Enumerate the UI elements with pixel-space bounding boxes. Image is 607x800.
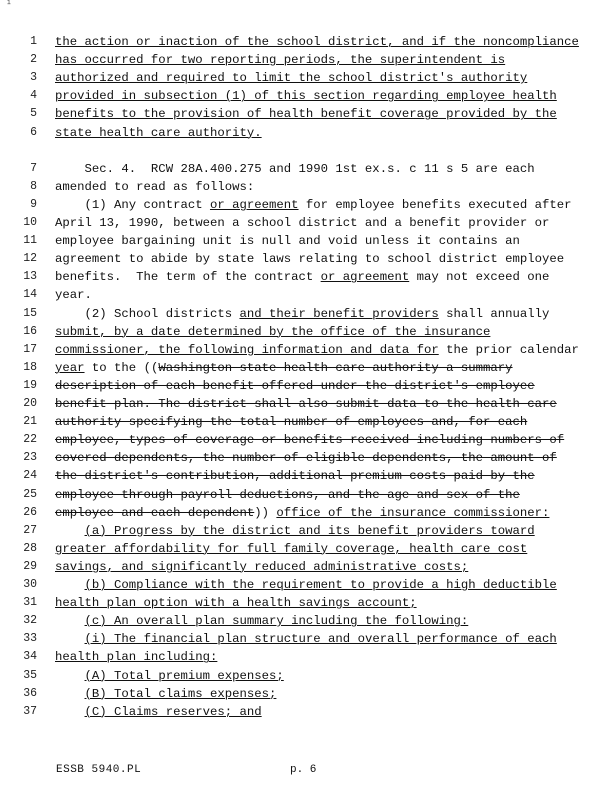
inserted-text: benefits to the provision of health benefit coverage provided by the: [55, 107, 557, 122]
struck-text: authority specifying the total number of employees and, for each: [55, 415, 528, 430]
inserted-text: commissioner, the following information and data for: [55, 342, 439, 357]
line-text: [55, 214, 563, 232]
line-number: 24: [23, 469, 37, 483]
line-number: 10: [23, 216, 37, 229]
line-text: [55, 486, 563, 504]
line-number: 27: [23, 523, 37, 537]
text-line: [0, 124, 607, 142]
line-number: 29: [23, 559, 37, 573]
text-line: [0, 232, 607, 250]
text-line: [0, 69, 607, 87]
text-line: [0, 612, 607, 630]
line-text: [55, 667, 563, 685]
struck-text: the district's contribution, additional premium costs paid by the: [55, 469, 535, 484]
line-number: 18: [23, 360, 37, 374]
plain-text: Sec. 4. RCW 28A.400.275 and 1990 1st ex.s. c 11 s 5 are each: [55, 161, 535, 176]
line-number: 8: [30, 179, 37, 193]
line-number: 37: [23, 704, 37, 718]
text-line: [0, 268, 607, 286]
line-text: [55, 87, 563, 105]
inserted-text: health plan including:: [55, 650, 218, 665]
inserted-text: and their benefit providers: [239, 306, 439, 321]
plain-text: amended to read as follows:: [55, 179, 255, 194]
line-number: 32: [23, 614, 37, 628]
plain-text: )): [254, 505, 277, 520]
text-line: [0, 33, 607, 51]
plain-text: [55, 687, 85, 701]
line-text: [55, 395, 563, 413]
line-text: [55, 685, 563, 703]
line-text: [55, 576, 563, 594]
plain-text: may not exceed one: [409, 270, 550, 285]
struck-text: employee and each dependent: [55, 505, 255, 520]
struck-text: Washington state health care authority a summary: [158, 360, 513, 375]
text-line: [0, 522, 607, 540]
text-line: [0, 413, 607, 431]
plain-text: April 13, 1990, between a school district and a benefit provider or: [55, 216, 550, 230]
line-number: 7: [30, 161, 37, 175]
text-line: [0, 558, 607, 576]
line-number: 20: [23, 397, 37, 410]
plain-text: [55, 669, 85, 683]
text-line: [0, 87, 607, 105]
line-text: [55, 630, 563, 648]
line-text: [55, 69, 563, 87]
line-text: [55, 703, 563, 721]
line-text: [55, 323, 563, 341]
inserted-text: savings, and significantly reduced administrative costs;: [55, 559, 469, 574]
line-number: 19: [23, 378, 37, 392]
plain-text: benefits. The term of the contract: [55, 270, 321, 285]
plain-text: (2) School districts: [55, 306, 240, 321]
line-number: 21: [23, 415, 37, 429]
line-number: 31: [23, 596, 37, 610]
line-text: [55, 522, 563, 540]
line-text: [55, 178, 563, 196]
text-line: [0, 667, 607, 685]
inserted-text: or agreement: [209, 197, 299, 212]
line-number: 1: [30, 35, 37, 48]
line-text: [55, 359, 563, 377]
text-line: [0, 286, 607, 304]
text-line: [0, 196, 607, 214]
struck-text: description of each benefit offered under the district's employee: [55, 378, 535, 393]
line-number: 23: [23, 451, 37, 465]
text-line: [0, 305, 607, 323]
plain-text: [55, 578, 85, 592]
line-number: 26: [23, 505, 37, 519]
text-line: [0, 703, 607, 721]
line-text: [55, 504, 563, 522]
text-line: [0, 540, 607, 558]
text-line: [0, 377, 607, 395]
struck-text: employee, types of coverage or benefits received including numbers of: [55, 433, 565, 448]
line-text: [55, 540, 563, 558]
text-line: [0, 630, 607, 648]
inserted-text: the action or inaction of the school district, and if the noncompliance: [55, 35, 579, 49]
line-text: [55, 105, 563, 123]
text-line: [0, 504, 607, 522]
line-number: 14: [23, 288, 37, 302]
inserted-text: provided in subsection (1) of this section regarding employee health: [55, 89, 557, 104]
line-number: 30: [23, 578, 37, 591]
line-text: [55, 33, 579, 51]
line-number: 4: [30, 89, 37, 103]
text-line: [0, 51, 607, 69]
line-number: 22: [23, 433, 37, 447]
line-number: 2: [30, 53, 37, 67]
line-number: 35: [23, 668, 37, 682]
line-number: 34: [23, 650, 37, 664]
inserted-text: state health care authority.: [55, 125, 262, 140]
footer-page-number: p. 6: [290, 764, 317, 776]
line-text: [55, 594, 563, 612]
text-line: [0, 449, 607, 467]
inserted-text: submit, by a date determined by the office of the insurance: [55, 324, 491, 339]
line-number: 36: [23, 686, 37, 700]
inserted-text: (A) Total premium expenses;: [84, 668, 284, 683]
line-number: 6: [30, 125, 37, 139]
text-line: [0, 105, 607, 123]
line-text: [55, 612, 563, 630]
footer-bill-id: ESSB 5940.PL: [56, 764, 142, 776]
struck-text: benefit plan. The district shall also submit data to the health care: [55, 397, 557, 411]
plain-text: to the ((: [84, 360, 159, 375]
inserted-text: (i) The financial plan structure and overall performance of each: [84, 632, 557, 647]
text-line: [0, 431, 607, 449]
corner-mark: ¹: [6, 0, 13, 11]
text-line: [0, 648, 607, 666]
line-text: [55, 250, 563, 268]
text-line: [0, 250, 607, 268]
struck-text: covered dependents, the number of eligible dependents, the amount of: [55, 451, 557, 466]
line-text: [55, 467, 563, 485]
line-number: 28: [23, 541, 37, 555]
line-number: 17: [23, 342, 37, 356]
plain-text: for employee benefits executed after: [298, 197, 572, 212]
line-text: [55, 160, 563, 178]
inserted-text: office of the insurance commissioner:: [276, 505, 550, 520]
inserted-text: year: [55, 360, 85, 375]
line-number: 3: [30, 71, 37, 85]
plain-text: year.: [55, 288, 92, 303]
plain-text: (1) Any contract: [55, 197, 210, 212]
line-number: 9: [30, 197, 37, 211]
plain-text: the prior calendar: [438, 342, 579, 357]
line-text: [55, 341, 579, 359]
line-text: [55, 449, 563, 467]
line-number: 11: [23, 234, 37, 248]
line-text: [55, 196, 572, 214]
struck-text: employee through payroll deductions, and the age and sex of the: [55, 487, 520, 502]
inserted-text: (c) An overall plan summary including the following:: [84, 614, 469, 629]
line-number: 25: [23, 487, 37, 501]
line-number: 15: [23, 306, 37, 320]
text-line: [0, 214, 607, 232]
line-number: 16: [23, 324, 37, 338]
line-text: [55, 413, 563, 431]
text-line: [0, 576, 607, 594]
line-text: [55, 648, 563, 666]
text-line: [0, 685, 607, 703]
line-text: [55, 124, 563, 142]
line-text: [55, 232, 563, 250]
inserted-text: greater affordability for full family coverage, health care cost: [55, 541, 528, 556]
text-line: [0, 594, 607, 612]
inserted-text: (a) Progress by the district and its benefit providers toward: [84, 523, 535, 538]
inserted-text: (B) Total claims expenses;: [84, 686, 277, 701]
text-line: [0, 341, 607, 359]
line-text: [55, 286, 563, 304]
plain-text: shall annually: [438, 306, 550, 321]
text-line: [0, 359, 607, 377]
line-number: 33: [23, 632, 37, 646]
inserted-text: (b) Compliance with the requirement to provide a high deductible: [84, 578, 557, 592]
line-text: [55, 377, 563, 395]
line-text: [55, 305, 563, 323]
plain-text: [55, 632, 85, 646]
plain-text: [55, 705, 85, 719]
text-line: [0, 142, 607, 160]
line-number: 5: [30, 107, 37, 121]
inserted-text: has occurred for two reporting periods, the superintendent is: [55, 53, 506, 68]
text-line: [0, 395, 607, 413]
line-text: [55, 431, 563, 449]
text-line: [0, 467, 607, 485]
line-text: [55, 51, 563, 69]
line-number: 13: [23, 270, 37, 284]
plain-text: [55, 614, 85, 628]
inserted-text: (C) Claims reserves; and: [84, 704, 262, 719]
plain-text: [55, 524, 85, 538]
plain-text: employee bargaining unit is null and void unless it contains an: [55, 234, 520, 249]
text-line: [0, 160, 607, 178]
inserted-text: health plan option with a health savings account;: [55, 596, 417, 611]
line-text: [55, 268, 563, 286]
text-line: [0, 323, 607, 341]
inserted-text: or agreement: [320, 270, 410, 285]
line-number: 12: [23, 252, 37, 266]
text-line: [0, 178, 607, 196]
plain-text: agreement to abide by state laws relating to school district employee: [55, 252, 565, 267]
text-line: [0, 486, 607, 504]
inserted-text: authorized and required to limit the school district's authority: [55, 71, 528, 86]
line-text: [55, 558, 563, 576]
